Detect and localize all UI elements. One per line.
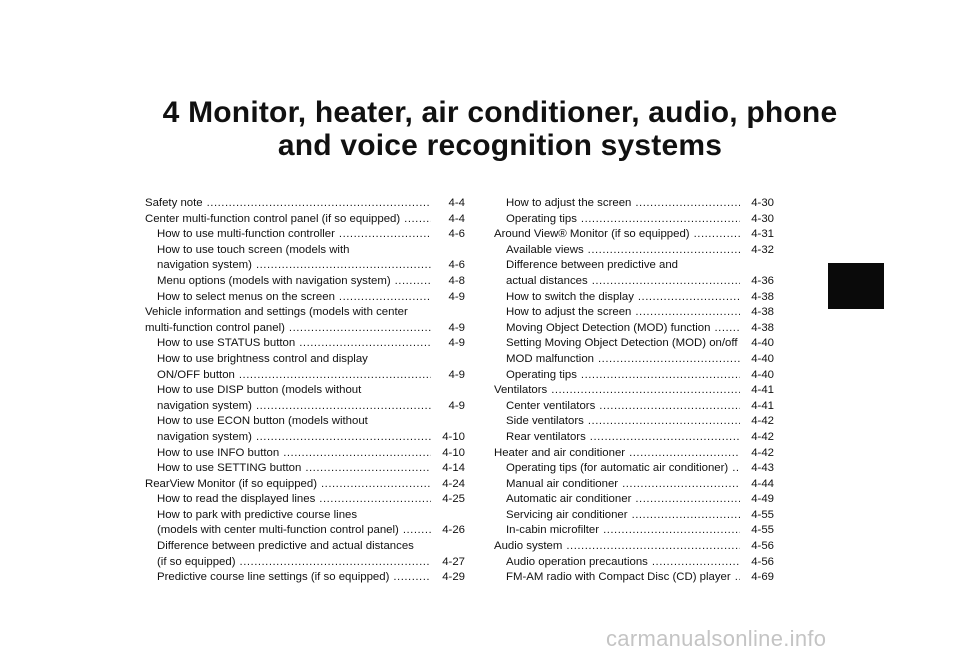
toc-page-number: 4-9 xyxy=(446,321,465,337)
toc-entry[interactable] xyxy=(145,477,465,493)
toc-entry[interactable] xyxy=(494,492,774,508)
chapter-tab-marker xyxy=(828,263,884,309)
toc-page-number: 4-6 xyxy=(446,258,465,274)
toc-entry-label: How to use SETTING button xyxy=(157,462,302,475)
toc-page-number: 4-41 xyxy=(748,399,774,415)
toc-entry[interactable] xyxy=(494,539,774,555)
toc-entry[interactable] xyxy=(145,492,465,508)
toc-entry[interactable] xyxy=(494,508,774,524)
toc-entry[interactable] xyxy=(145,274,465,290)
toc-page-number: 4-41 xyxy=(748,383,774,399)
toc-entry[interactable] xyxy=(145,243,465,274)
toc-entry-label: actual distances xyxy=(506,274,588,287)
watermark-footer: carmanualsonline.info xyxy=(606,626,827,651)
toc-page-number: 4-44 xyxy=(748,477,774,493)
toc-entry[interactable] xyxy=(145,461,465,477)
toc-entry-label: How to use STATUS button xyxy=(157,337,296,350)
toc-entry[interactable] xyxy=(494,461,774,477)
toc-entry[interactable] xyxy=(145,196,465,212)
toc-entry-label: MOD malfunction xyxy=(506,352,594,365)
toc-entry-label: Operating tips (for automatic air conditioner) xyxy=(506,462,729,475)
toc-page-number: 4-42 xyxy=(748,414,774,430)
chapter-title xyxy=(100,96,900,162)
toc-entry[interactable] xyxy=(145,352,465,383)
toc-entry[interactable] xyxy=(145,227,465,243)
toc-page-number: 4-56 xyxy=(748,539,774,555)
toc-entry-label: Center multi-function control panel (if so equipped) xyxy=(145,212,401,225)
toc-page-number: 4-25 xyxy=(439,492,465,508)
toc-entry[interactable] xyxy=(145,290,465,306)
toc-entry-label: navigation system) xyxy=(157,399,252,412)
toc-entry-label: ON/OFF button xyxy=(157,368,235,381)
toc-entry[interactable] xyxy=(145,570,465,586)
toc-entry[interactable] xyxy=(494,446,774,462)
toc-entry[interactable] xyxy=(145,212,465,228)
toc-page-number: 4-29 xyxy=(439,570,465,586)
toc-entry[interactable] xyxy=(494,258,774,289)
toc-entry-label: How to read the displayed lines xyxy=(157,493,316,506)
toc-entry-label: Audio operation precautions xyxy=(506,555,648,568)
chapter-title-line-1: 4 Monitor, heater, air conditioner, audio, phone xyxy=(162,96,838,129)
toc-entry-label: Available views xyxy=(506,243,584,256)
toc-entry[interactable] xyxy=(494,399,774,415)
toc-page-number: 4-40 xyxy=(748,352,774,368)
toc-entry[interactable] xyxy=(494,570,774,586)
toc-entry-label: How to use ECON button (models without xyxy=(157,415,368,428)
toc-entry-label: How to use multi-function controller xyxy=(157,228,335,241)
toc-entry-label: Operating tips xyxy=(506,212,577,225)
toc-entry-label: multi-function control panel) xyxy=(145,321,285,334)
toc-right-column xyxy=(494,196,774,586)
toc-entry-label: FM-AM radio with Compact Disc (CD) player xyxy=(506,571,731,584)
toc-entry-label: How to select menus on the screen xyxy=(157,290,335,303)
toc-entry-label: navigation system) xyxy=(157,259,252,272)
toc-entry[interactable] xyxy=(494,305,774,321)
toc-page-number: 4-9 xyxy=(446,368,465,384)
toc-page-number: 4-27 xyxy=(439,555,465,571)
toc-page-number: 4-42 xyxy=(748,430,774,446)
toc-page-number: 4-36 xyxy=(748,274,774,290)
chapter-title-line-2: and voice recognition systems xyxy=(277,129,723,162)
toc-entry-label: Around View® Monitor (if so equipped) xyxy=(494,228,690,241)
toc-page-number: 4-10 xyxy=(439,430,465,446)
toc-page-number: 4-38 xyxy=(748,305,774,321)
toc-entry-label: Difference between predictive and actual distances xyxy=(157,540,414,553)
toc-entry-label: navigation system) xyxy=(157,430,252,443)
toc-page-number: 4-8 xyxy=(446,274,465,290)
toc-entry-label: (if so equipped) xyxy=(157,555,236,568)
toc-entry-label: Difference between predictive and xyxy=(506,259,679,272)
toc-page-number: 4-55 xyxy=(748,508,774,524)
toc-entry[interactable] xyxy=(145,336,465,352)
toc-entry-label: Vehicle information and settings (models with center xyxy=(145,306,408,319)
toc-entry-label: How to use brightness control and display xyxy=(157,352,368,365)
toc-entry-label: Moving Object Detection (MOD) function xyxy=(506,321,711,334)
toc-entry-label: (models with center multi-function control panel) xyxy=(157,524,399,537)
toc-page-number: 4-6 xyxy=(446,227,465,243)
toc-page-number: 4-43 xyxy=(748,461,774,477)
toc-left-column xyxy=(145,196,465,586)
toc-page-number: 4-9 xyxy=(446,399,465,415)
toc-entry[interactable] xyxy=(494,336,774,352)
toc-entry[interactable] xyxy=(145,305,465,336)
toc-page-number: 4-56 xyxy=(748,555,774,571)
toc-entry-label: Automatic air conditioner xyxy=(506,493,632,506)
toc-page-number: 4-31 xyxy=(748,227,774,243)
toc-entry-label: How to switch the display xyxy=(506,290,634,303)
toc-page-number: 4-38 xyxy=(748,290,774,306)
toc-page-number: 4-26 xyxy=(439,523,465,539)
toc-page-number: 4-10 xyxy=(439,446,465,462)
toc-entry-label: Safety note xyxy=(145,197,203,209)
toc-entry[interactable] xyxy=(145,508,465,539)
toc-page-number: 4-38 xyxy=(748,321,774,337)
toc-entry[interactable] xyxy=(145,539,465,570)
toc-entry-label: Operating tips xyxy=(506,368,577,381)
toc-page-number: 4-55 xyxy=(748,523,774,539)
toc-entry-label: How to park with predictive course lines xyxy=(157,508,358,521)
toc-entry-label: Manual air conditioner xyxy=(506,477,619,490)
toc-entry-label: Ventilators xyxy=(494,384,548,397)
toc-entry[interactable] xyxy=(145,383,465,414)
toc-entry-label: In-cabin microfilter xyxy=(506,524,600,537)
toc-page-number: 4-49 xyxy=(748,492,774,508)
toc-page-number: 4-42 xyxy=(748,446,774,462)
toc-entry[interactable] xyxy=(494,290,774,306)
toc-page-number: 4-30 xyxy=(748,212,774,228)
toc-page-number: 4-4 xyxy=(446,212,465,228)
toc-entry[interactable] xyxy=(145,446,465,462)
toc-page-number: 4-9 xyxy=(446,336,465,352)
toc-entry-label: Center ventilators xyxy=(506,399,596,412)
toc-page-number: 4-69 xyxy=(748,570,774,586)
toc-page-number: 4-40 xyxy=(748,368,774,384)
toc-entry[interactable] xyxy=(494,321,774,337)
toc-entry-label: Rear ventilators xyxy=(506,430,586,443)
toc-entry[interactable] xyxy=(494,243,774,259)
toc-entry[interactable] xyxy=(494,477,774,493)
toc-page-number: 4-4 xyxy=(446,196,465,212)
toc-entry-label: Heater and air conditioner xyxy=(494,446,626,459)
toc-page-number: 4-14 xyxy=(439,461,465,477)
toc-entry-label: Audio system xyxy=(494,540,563,553)
toc-page-number: 4-32 xyxy=(748,243,774,259)
toc-page-number: 4-30 xyxy=(748,196,774,212)
toc-entry[interactable] xyxy=(494,368,774,384)
toc-page-number: 4-24 xyxy=(439,477,465,493)
toc-entry-label: Predictive course line settings (if so equipped) xyxy=(157,571,390,584)
toc-entry-label: RearView Monitor (if so equipped) xyxy=(145,477,317,490)
toc-entry[interactable] xyxy=(494,227,774,243)
toc-entry[interactable] xyxy=(494,523,774,539)
toc-entry[interactable] xyxy=(494,212,774,228)
toc-entry[interactable] xyxy=(145,414,465,445)
toc-entry[interactable] xyxy=(494,383,774,399)
toc-entry-label: Setting Moving Object Detection (MOD) on/off xyxy=(506,337,738,350)
toc-entry-label: Servicing air conditioner xyxy=(506,508,628,521)
toc-entry-label: Side ventilators xyxy=(506,415,584,428)
toc-entry-label: Menu options (models with navigation system) xyxy=(157,274,391,287)
toc-entry-label: How to adjust the screen xyxy=(506,197,632,209)
toc-entry-label: How to use touch screen (models with xyxy=(157,243,350,256)
toc-entry-label: How to adjust the screen xyxy=(506,306,632,319)
toc-entry-label: How to use DISP button (models without xyxy=(157,384,362,397)
toc-entry-label: How to use INFO button xyxy=(157,446,280,459)
toc-entry[interactable] xyxy=(494,196,774,212)
toc-entry[interactable] xyxy=(494,555,774,571)
toc-page-number: 4-40 xyxy=(748,336,774,352)
toc-entry[interactable] xyxy=(494,414,774,430)
toc-page-number: 4-9 xyxy=(446,290,465,306)
toc-entry[interactable] xyxy=(494,352,774,368)
toc-entry[interactable] xyxy=(494,430,774,446)
